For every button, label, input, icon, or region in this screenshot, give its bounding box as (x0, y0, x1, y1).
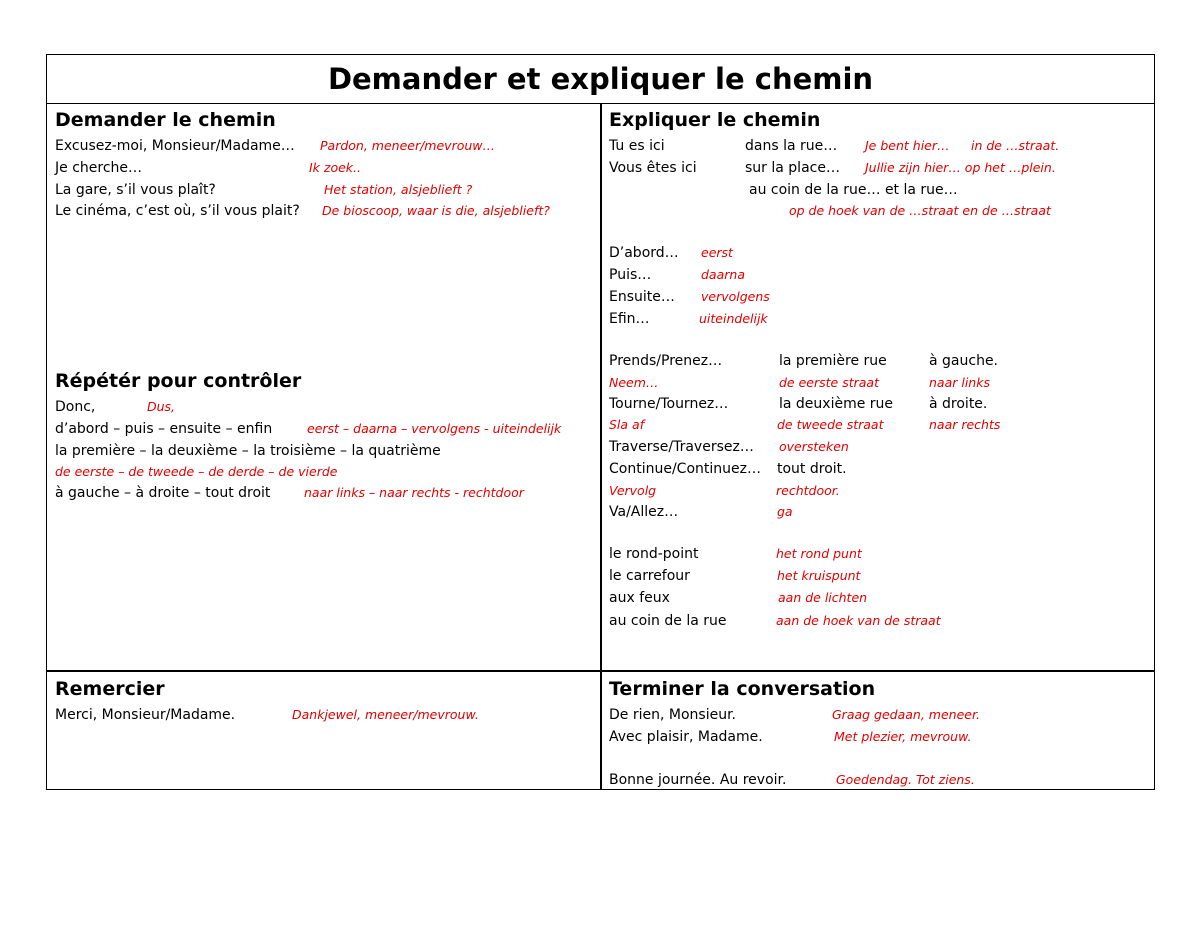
phrase-nl: ga (777, 504, 793, 519)
phrase-nl: rechtdoor. (776, 483, 840, 498)
phrase-nl: uiteindelijk (699, 311, 768, 326)
phrase-fr: d’abord – puis – ensuite – enfin (55, 421, 273, 437)
section-heading-demander: Demander le chemin (55, 109, 276, 131)
column-divider (600, 104, 602, 790)
phrase-fr: Ensuite… (609, 289, 675, 305)
phrase-nl: de eerste – de tweede – de derde – de vierde (55, 464, 338, 479)
phrase-nl: Dankjewel, meneer/mevrouw. (292, 707, 479, 722)
phrase-fr: le rond-point (609, 546, 699, 562)
phrase-nl: Het station, alsjeblieft ? (324, 182, 473, 197)
phrase-nl: Sla af (609, 417, 645, 432)
phrase-nl: Vervolg (609, 483, 657, 498)
phrase-nl: daarna (701, 267, 745, 282)
phrase-nl: de eerste straat (779, 375, 879, 390)
phrase-nl: De bioscoop, waar is die, alsjeblieft? (322, 203, 550, 218)
phrase-nl: het kruispunt (777, 568, 861, 583)
phrase-nl: Jullie zijn hier… op het …plein. (865, 160, 1056, 175)
phrase-fr: aux feux (609, 590, 670, 606)
phrase-nl: aan de lichten (778, 590, 868, 605)
section-heading-expliquer: Expliquer le chemin (609, 109, 821, 131)
phrase-fr: La gare, s’il vous plaît? (55, 182, 216, 198)
phrase-fr: tout droit. (777, 461, 847, 477)
phrase-nl: Dus, (147, 399, 176, 414)
phrase-fr: Excusez-moi, Monsieur/Madame… (55, 138, 295, 154)
phrase-fr: dans la rue… (745, 138, 838, 154)
phrase-nl: Graag gedaan, meneer. (832, 707, 980, 722)
phrase-fr: le carrefour (609, 568, 690, 584)
section-heading-terminer: Terminer la conversation (609, 678, 876, 700)
phrase-nl: aan de hoek van de straat (776, 613, 941, 628)
section-heading-repeter: Répétér pour contrôler (55, 370, 302, 392)
phrase-fr: Bonne journée. Au revoir. (609, 772, 787, 788)
phrase-fr: à gauche – à droite – tout droit (55, 485, 271, 501)
phrase-nl: eerst (701, 245, 733, 260)
phrase-fr: Le cinéma, c’est où, s’il vous plait? (55, 203, 300, 219)
row-divider (47, 670, 1154, 672)
phrase-nl: vervolgens (701, 289, 770, 304)
phrase-fr: Va/Allez… (609, 504, 679, 520)
phrase-nl: in de …straat. (971, 138, 1060, 153)
phrase-fr: au coin de la rue (609, 613, 727, 629)
phrase-nl: de tweede straat (777, 417, 884, 432)
phrase-nl: naar links – naar rechts - rechtdoor (304, 485, 524, 500)
phrase-fr: Merci, Monsieur/Madame. (55, 707, 236, 723)
phrase-fr: au coin de la rue… et la rue… (749, 182, 958, 198)
phrase-fr: D’abord… (609, 245, 679, 261)
phrase-fr: Vous êtes ici (609, 160, 697, 176)
phrase-nl: eerst – daarna – vervolgens - uiteindelijk (307, 421, 562, 436)
phrase-fr: Continue/Continuez… (609, 461, 761, 477)
phrase-nl: op de hoek van de …straat en de …straat (789, 203, 1051, 218)
phrase-fr: Puis… (609, 267, 652, 283)
phrase-fr: Prends/Prenez… (609, 353, 723, 369)
page-title: Demander et expliquer le chemin (47, 55, 1154, 104)
phrase-nl: Ik zoek.. (309, 160, 361, 175)
phrase-fr: la première – la deuxième – la troisième – la quatrième (55, 443, 441, 459)
phrase-fr: Traverse/Traversez… (609, 439, 754, 455)
phrase-fr: Donc, (55, 399, 96, 415)
phrase-nl: Neem… (609, 375, 659, 390)
phrase-fr: Efin… (609, 311, 650, 327)
phrase-nl: Je bent hier… (865, 138, 950, 153)
phrase-table (46, 54, 1155, 790)
phrase-fr: à gauche. (929, 353, 999, 369)
phrase-nl: Met plezier, mevrouw. (834, 729, 972, 744)
phrase-fr: De rien, Monsieur. (609, 707, 736, 723)
phrase-nl: Pardon, meneer/mevrouw… (320, 138, 496, 153)
phrase-fr: la deuxième rue (779, 396, 894, 412)
phrase-nl: oversteken (779, 439, 849, 454)
phrase-fr: sur la place… (745, 160, 840, 176)
phrase-nl: het rond punt (776, 546, 862, 561)
phrase-fr: Avec plaisir, Madame. (609, 729, 763, 745)
phrase-fr: Tourne/Tournez… (609, 396, 729, 412)
phrase-fr: Je cherche… (55, 160, 143, 176)
phrase-fr: la première rue (779, 353, 887, 369)
phrase-fr: à droite. (929, 396, 988, 412)
phrase-nl: Goedendag. Tot ziens. (836, 772, 975, 787)
phrase-fr: Tu es ici (609, 138, 665, 154)
phrase-nl: naar links (929, 375, 990, 390)
section-heading-remercier: Remercier (55, 678, 165, 700)
phrase-nl: naar rechts (929, 417, 1001, 432)
